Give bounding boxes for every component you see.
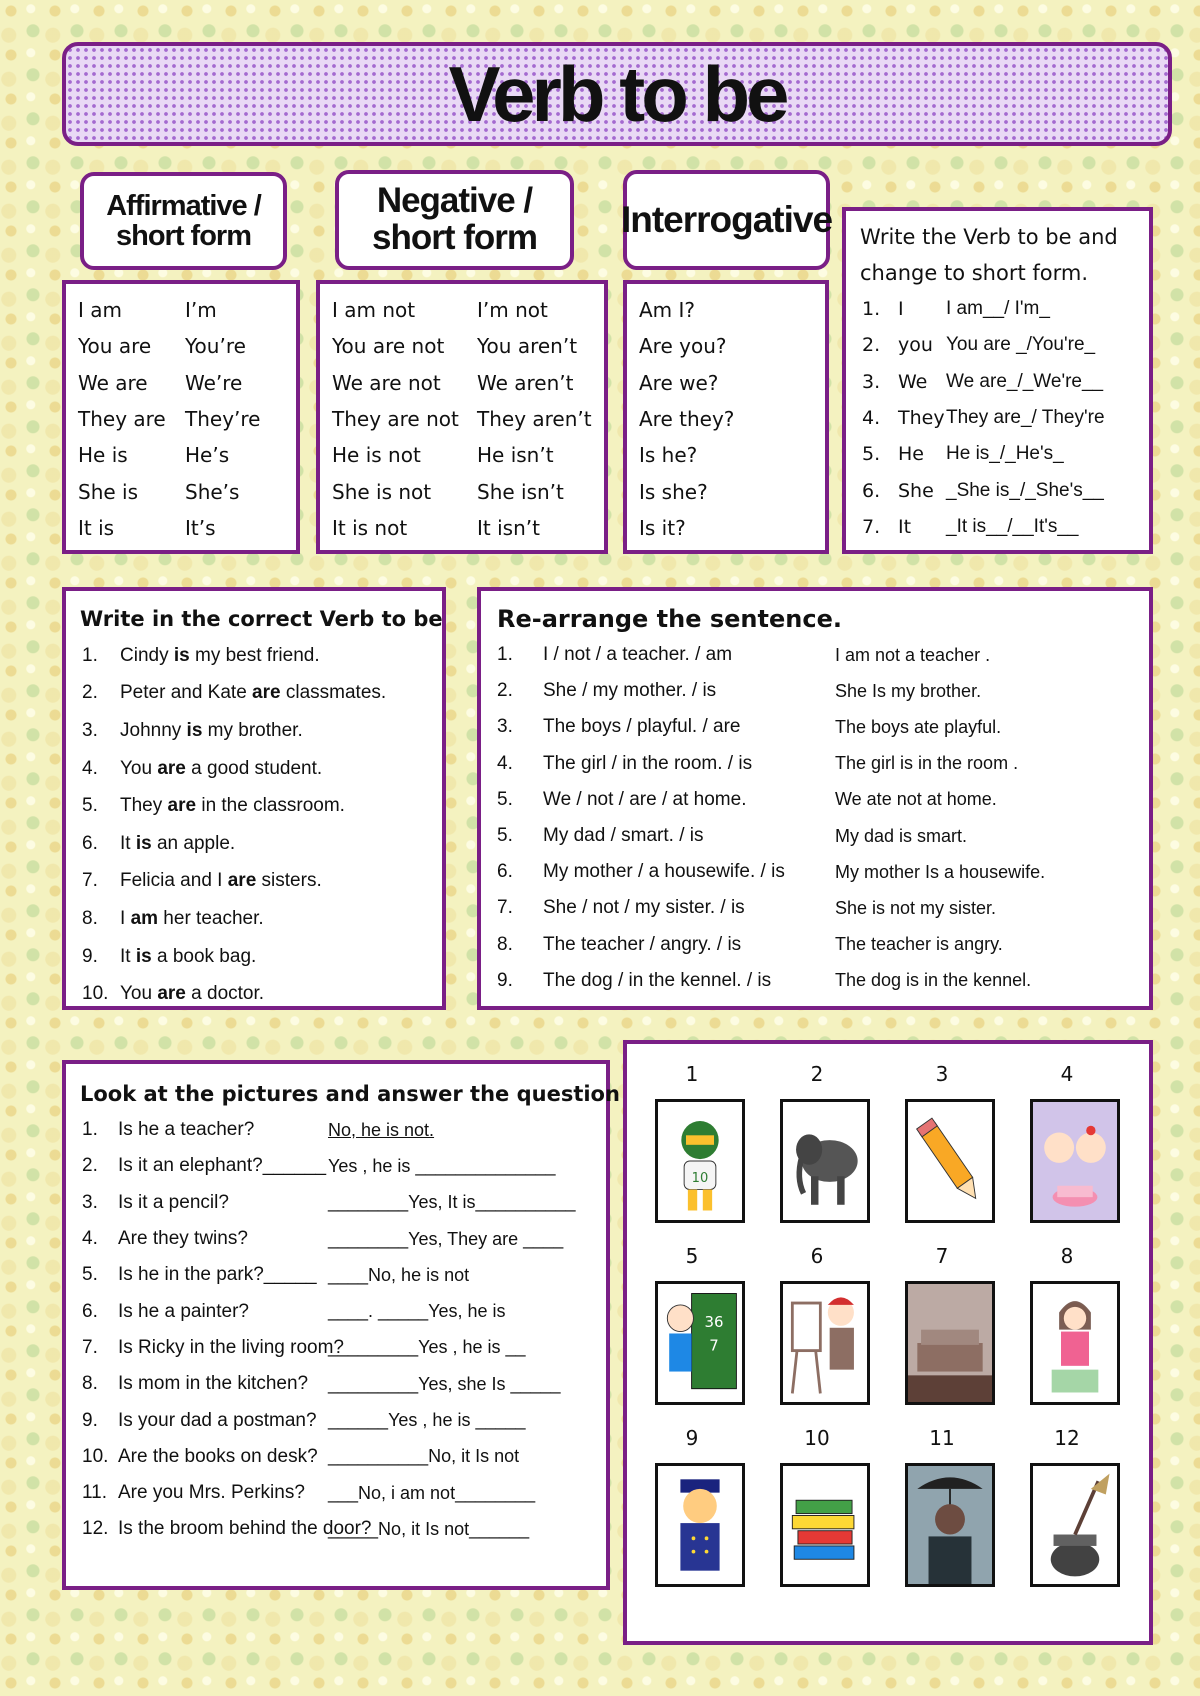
- sentence-start: I: [120, 907, 131, 929]
- rearrange-item: [497, 890, 1149, 926]
- item-number: 7.: [862, 515, 881, 538]
- interrogative-question: Are they?: [639, 407, 735, 432]
- affirmative-row: [66, 292, 296, 328]
- verb-answer: is: [173, 644, 190, 666]
- short-form-item: [860, 400, 1149, 436]
- correct-verb-item: [80, 637, 442, 675]
- scrambled-prompt: We / not / are / at home.: [543, 788, 747, 810]
- arranged-answer: The boys ate playful.: [835, 716, 1002, 737]
- negative-full-form: She is not: [332, 479, 432, 504]
- affirmative-short-form: He’s: [185, 443, 230, 468]
- scrambled-prompt: The girl / in the room. / is: [543, 752, 753, 774]
- rearrange-item: [497, 927, 1149, 963]
- question-text: Are you Mrs. Perkins?: [118, 1482, 305, 1504]
- rearrange-item: [497, 709, 1149, 745]
- sentence-start: Felicia and I: [120, 870, 228, 892]
- football-player-icon: [655, 1099, 745, 1223]
- picture-question-item: [80, 1402, 606, 1438]
- sentence-end: a book bag.: [151, 945, 257, 967]
- negative-header: Negative / short form: [335, 170, 574, 270]
- interrogative-header: Interrogative: [623, 170, 830, 270]
- arranged-answer: My dad is smart.: [835, 825, 968, 846]
- item-number: 10.: [82, 983, 109, 1005]
- scrambled-prompt: She / not / my sister. / is: [543, 897, 745, 919]
- sentence-start: You: [120, 757, 158, 779]
- pictures-qa-title: Look at the pictures and answer the question: [80, 1082, 620, 1106]
- rearrange-item: [497, 673, 1149, 709]
- item-number: 11.: [82, 1482, 108, 1504]
- affirmative-full-form: He is: [78, 443, 128, 468]
- mom-kitchen-icon: [1030, 1281, 1120, 1405]
- picture-question-item: [80, 1330, 606, 1366]
- picture-number: 12: [1054, 1426, 1080, 1450]
- question-text: Is he a teacher?: [118, 1119, 255, 1141]
- living-room-icon: [905, 1281, 995, 1405]
- negative-full-form: They are not: [332, 407, 459, 432]
- picture-question-item: [80, 1293, 606, 1329]
- item-number: 9.: [497, 969, 513, 991]
- affirmative-header: Affirmative / short form: [80, 172, 287, 270]
- negative-row: [320, 328, 604, 364]
- correct-verb-item: [80, 900, 442, 938]
- negative-short-form: I’m not: [477, 298, 548, 323]
- broom-pot-icon: [1030, 1463, 1120, 1587]
- negative-box: [316, 280, 608, 554]
- sentence-start: Johnny: [120, 719, 187, 741]
- short-form-item: [860, 291, 1149, 327]
- affirmative-full-form: You are: [78, 334, 152, 359]
- question-text: Are the books on desk?: [118, 1445, 318, 1467]
- verb-answer: are: [252, 682, 281, 704]
- sentence-end: her teacher.: [158, 907, 264, 929]
- negative-short-form: He isn’t: [477, 443, 554, 468]
- item-number: 12.: [82, 1518, 109, 1540]
- sentence-end: a good student.: [185, 757, 323, 779]
- elephant-icon: [780, 1099, 870, 1223]
- answer-text: ____No, he is not: [328, 1264, 470, 1285]
- item-pronoun: He: [898, 443, 924, 466]
- item-pronoun: She: [898, 479, 934, 502]
- short-form-exercise: [842, 207, 1153, 554]
- item-number: 8.: [82, 1373, 98, 1395]
- answer-text: ____. _____Yes, he is: [328, 1301, 506, 1322]
- verb-answer: are: [227, 870, 257, 892]
- item-number: 4.: [862, 407, 881, 430]
- item-number: 5.: [82, 795, 98, 817]
- question-text: Is Ricky in the living room?: [118, 1336, 344, 1358]
- affirmative-full-form: I am: [78, 298, 122, 323]
- pictures-grid: [623, 1040, 1153, 1645]
- picture-question-item: [80, 1439, 606, 1475]
- item-number: 6.: [497, 861, 513, 883]
- sentence-end: classmates.: [280, 682, 387, 704]
- correct-verb-exercise: [62, 587, 446, 1010]
- verb-answer: is: [135, 945, 152, 967]
- answer-text: _________Yes , he is __: [328, 1337, 526, 1358]
- item-number: 2.: [862, 334, 881, 357]
- scrambled-prompt: I / not / a teacher. / am: [543, 644, 733, 666]
- item-number: 3.: [82, 719, 98, 741]
- affirmative-short-form: I’m: [185, 298, 217, 323]
- painter-icon: [780, 1281, 870, 1405]
- item-number: 4.: [82, 1228, 98, 1250]
- interrogative-row: [627, 292, 825, 328]
- picture-number: 8: [1060, 1244, 1074, 1268]
- affirmative-short-form: She’s: [185, 479, 240, 504]
- item-number: 1.: [497, 644, 513, 666]
- answer-text: __________No, it Is not: [328, 1446, 520, 1467]
- negative-short-form: They aren’t: [477, 407, 592, 432]
- verb-answer: am: [130, 907, 159, 929]
- answer-text: ________Yes, It is__________: [328, 1192, 576, 1213]
- arranged-answer: The dog is in the kennel.: [835, 970, 1032, 991]
- short-form-item: [860, 509, 1149, 545]
- interrogative-question: Am I?: [639, 298, 696, 323]
- affirmative-short-form: We’re: [185, 370, 243, 395]
- item-number: 9.: [82, 945, 98, 967]
- sentence-end: my brother.: [202, 719, 303, 741]
- arranged-answer: She is not my sister.: [835, 897, 997, 918]
- rearrange-item: [497, 963, 1149, 999]
- rearrange-item: [497, 818, 1149, 854]
- sentence-start: You: [120, 983, 158, 1005]
- correct-verb-item: [80, 675, 442, 713]
- item-number: 3.: [862, 370, 881, 393]
- interrogative-box: [623, 280, 829, 554]
- scrambled-prompt: The dog / in the kennel. / is: [543, 969, 772, 991]
- negative-row: [320, 510, 604, 546]
- item-number: 1.: [82, 1119, 98, 1141]
- answer-text: Yes , he is ______________: [328, 1155, 556, 1176]
- negative-full-form: It is not: [332, 515, 408, 540]
- affirmative-row: [66, 510, 296, 546]
- item-number: 5.: [497, 825, 513, 847]
- short-form-item: [860, 364, 1149, 400]
- picture-question-item: [80, 1511, 606, 1547]
- picture-question-item: [80, 1366, 606, 1402]
- svg-text:10: 10: [691, 1170, 709, 1186]
- negative-full-form: You are not: [332, 334, 445, 359]
- correct-verb-item: [80, 825, 442, 863]
- item-number: 6.: [82, 1300, 98, 1322]
- arranged-answer: My mother Is a housewife.: [835, 861, 1046, 882]
- interrogative-row: [627, 437, 825, 473]
- interrogative-row: [627, 401, 825, 437]
- arranged-answer: She Is my brother.: [835, 680, 982, 701]
- item-number: 8.: [497, 933, 513, 955]
- affirmative-full-form: It is: [78, 515, 115, 540]
- rearrange-item: [497, 637, 1149, 673]
- answer-text: ______Yes , he is _____: [328, 1410, 526, 1431]
- sentence-start: They: [120, 795, 168, 817]
- interrogative-question: Is she?: [639, 479, 708, 504]
- answer-text: _____No, it Is not______: [328, 1518, 530, 1539]
- interrogative-question: Are you?: [639, 334, 727, 359]
- item-number: 2.: [82, 1155, 98, 1177]
- item-number: 5.: [862, 443, 881, 466]
- sentence-end: my best friend.: [189, 644, 320, 666]
- negative-row: [320, 401, 604, 437]
- picture-number: 11: [929, 1426, 955, 1450]
- affirmative-short-form: They’re: [185, 407, 261, 432]
- picture-number: 10: [804, 1426, 830, 1450]
- picture-question-item: [80, 1148, 606, 1184]
- verb-answer: is: [135, 832, 152, 854]
- correct-verb-item: [80, 712, 442, 750]
- question-text: Is your dad a postman?: [118, 1409, 317, 1431]
- short-form-item: [860, 327, 1149, 363]
- affirmative-row: [66, 401, 296, 437]
- question-text: Is he a painter?: [118, 1300, 249, 1322]
- answer-text: ___No, i am not________: [328, 1482, 536, 1503]
- negative-full-form: I am not: [332, 298, 416, 323]
- verb-answer: is: [186, 719, 203, 741]
- item-answer: He is_/_He's_: [946, 443, 1064, 465]
- affirmative-full-form: They are: [78, 407, 166, 432]
- affirmative-row: [66, 328, 296, 364]
- pencil-icon: [905, 1099, 995, 1223]
- sentence-start: It: [120, 945, 136, 967]
- negative-row: [320, 365, 604, 401]
- sentence-start: Peter and Kate: [120, 682, 253, 704]
- negative-short-form: We aren’t: [477, 370, 574, 395]
- policeman-icon: [655, 1463, 745, 1587]
- scrambled-prompt: The teacher / angry. / is: [543, 933, 742, 955]
- item-number: 1.: [82, 644, 98, 666]
- item-answer: _It is__/__It's__: [946, 515, 1079, 537]
- arranged-answer: The teacher is angry.: [835, 934, 1003, 955]
- item-number: 4.: [82, 757, 98, 779]
- item-answer: You are _/You're_: [946, 334, 1096, 356]
- item-number: 6.: [862, 479, 881, 502]
- sentence-start: Cindy: [120, 644, 174, 666]
- correct-verb-title: Write in the correct Verb to be: [80, 607, 443, 631]
- pictures-qa-exercise: [62, 1060, 620, 1590]
- interrogative-row: [627, 473, 825, 509]
- picture-number: 9: [685, 1426, 699, 1450]
- picture-question-item: [80, 1112, 606, 1148]
- picture-number: 5: [685, 1244, 699, 1268]
- sentence-end: sisters.: [256, 870, 322, 892]
- interrogative-question: Is it?: [639, 515, 686, 540]
- question-text: Is the broom behind the door?: [118, 1518, 372, 1540]
- affirmative-full-form: We are: [78, 370, 148, 395]
- arranged-answer: I am not a teacher .: [835, 644, 991, 665]
- question-text: Are they twins?: [118, 1228, 248, 1250]
- books-icon: [780, 1463, 870, 1587]
- affirmative-row: [66, 437, 296, 473]
- item-number: 3.: [82, 1191, 98, 1213]
- item-number: 6.: [82, 832, 98, 854]
- sentence-end: an apple.: [151, 832, 236, 854]
- item-pronoun: I: [898, 298, 904, 321]
- rearrange-title: Re-arrange the sentence.: [497, 605, 842, 633]
- scrambled-prompt: My dad / smart. / is: [543, 825, 704, 847]
- item-answer: I am__/ I'm_: [946, 298, 1050, 320]
- negative-short-form: She isn’t: [477, 479, 564, 504]
- answer-text: No, he is not.: [328, 1119, 435, 1140]
- picture-number: 3: [935, 1062, 949, 1086]
- question-text: Is mom in the kitchen?: [118, 1373, 309, 1395]
- boy-chalkboard-icon: [655, 1281, 745, 1405]
- short-form-title: Write the Verb to be and change to short form.: [860, 225, 1118, 285]
- negative-row: [320, 437, 604, 473]
- scrambled-prompt: The boys / playful. / are: [543, 716, 741, 738]
- negative-full-form: We are not: [332, 370, 441, 395]
- picture-number: 1: [685, 1062, 699, 1086]
- item-pronoun: They: [898, 407, 945, 430]
- interrogative-question: Is he?: [639, 443, 698, 468]
- sentence-end: in the classroom.: [196, 795, 345, 817]
- scrambled-prompt: She / my mother. / is: [543, 680, 717, 702]
- correct-verb-item: [80, 938, 442, 976]
- rearrange-item: [497, 854, 1149, 890]
- item-number: 4.: [497, 752, 513, 774]
- item-number: 3.: [497, 716, 513, 738]
- picture-number: 4: [1060, 1062, 1074, 1086]
- verb-answer: are: [157, 983, 186, 1005]
- answer-text: _________Yes, she Is _____: [328, 1373, 561, 1394]
- twins-icon: [1030, 1099, 1120, 1223]
- interrogative-row: [627, 510, 825, 546]
- affirmative-box: [62, 280, 300, 554]
- picture-number: 6: [810, 1244, 824, 1268]
- affirmative-short-form: You’re: [185, 334, 246, 359]
- item-number: 7.: [497, 897, 513, 919]
- question-text: Is it an elephant?______: [118, 1155, 327, 1177]
- negative-full-form: He is not: [332, 443, 421, 468]
- sentence-end: a doctor.: [185, 983, 265, 1005]
- item-pronoun: It: [898, 515, 912, 538]
- interrogative-question: Are we?: [639, 370, 719, 395]
- picture-number: 7: [935, 1244, 949, 1268]
- negative-row: [320, 292, 604, 328]
- affirmative-row: [66, 365, 296, 401]
- negative-row: [320, 473, 604, 509]
- item-number: 5.: [82, 1264, 98, 1286]
- picture-question-item: [80, 1185, 606, 1221]
- item-pronoun: you: [898, 334, 933, 357]
- item-pronoun: We: [898, 370, 928, 393]
- correct-verb-item: [80, 787, 442, 825]
- rearrange-item: [497, 746, 1149, 782]
- man-umbrella-icon: [905, 1463, 995, 1587]
- picture-number: 2: [810, 1062, 824, 1086]
- picture-question-item: [80, 1257, 606, 1293]
- correct-verb-item: [80, 750, 442, 788]
- arranged-answer: We ate not at home.: [835, 789, 997, 810]
- svg-text:7: 7: [709, 1336, 719, 1355]
- item-number: 1.: [862, 298, 881, 321]
- affirmative-short-form: It’s: [185, 515, 216, 540]
- sentence-start: It: [120, 832, 136, 854]
- negative-short-form: It isn’t: [477, 515, 540, 540]
- page-title: Verb to be: [448, 49, 786, 138]
- rearrange-item: [497, 782, 1149, 818]
- scrambled-prompt: My mother / a housewife. / is: [543, 861, 785, 883]
- item-answer: _She is_/_She's__: [946, 479, 1104, 501]
- arranged-answer: The girl is in the room .: [835, 753, 1019, 774]
- interrogative-row: [627, 365, 825, 401]
- item-number: 5.: [497, 788, 513, 810]
- item-answer: They are_/ They're: [946, 407, 1105, 429]
- item-number: 10.: [82, 1445, 109, 1467]
- item-answer: We are_/_We're__: [946, 370, 1104, 392]
- item-number: 7.: [82, 1336, 98, 1358]
- negative-short-form: You aren’t: [477, 334, 578, 359]
- affirmative-full-form: She is: [78, 479, 139, 504]
- title-banner: [62, 42, 1172, 146]
- correct-verb-item: [80, 975, 442, 1013]
- affirmative-row: [66, 473, 296, 509]
- item-number: 8.: [82, 907, 98, 929]
- picture-question-item: [80, 1475, 606, 1511]
- verb-answer: are: [157, 757, 186, 779]
- item-number: 2.: [497, 680, 513, 702]
- question-text: Is it a pencil?: [118, 1191, 229, 1213]
- svg-text:36: 36: [704, 1312, 724, 1331]
- verb-answer: are: [167, 795, 197, 817]
- item-number: 7.: [82, 870, 98, 892]
- rearrange-exercise: [477, 587, 1153, 1010]
- item-number: 9.: [82, 1409, 98, 1431]
- question-text: Is he in the park?_____: [118, 1264, 317, 1286]
- picture-question-item: [80, 1221, 606, 1257]
- answer-text: ________Yes, They are ____: [328, 1228, 564, 1249]
- short-form-item: [860, 472, 1149, 508]
- correct-verb-item: [80, 863, 442, 901]
- interrogative-row: [627, 328, 825, 364]
- item-number: 2.: [82, 682, 98, 704]
- short-form-item: [860, 436, 1149, 472]
